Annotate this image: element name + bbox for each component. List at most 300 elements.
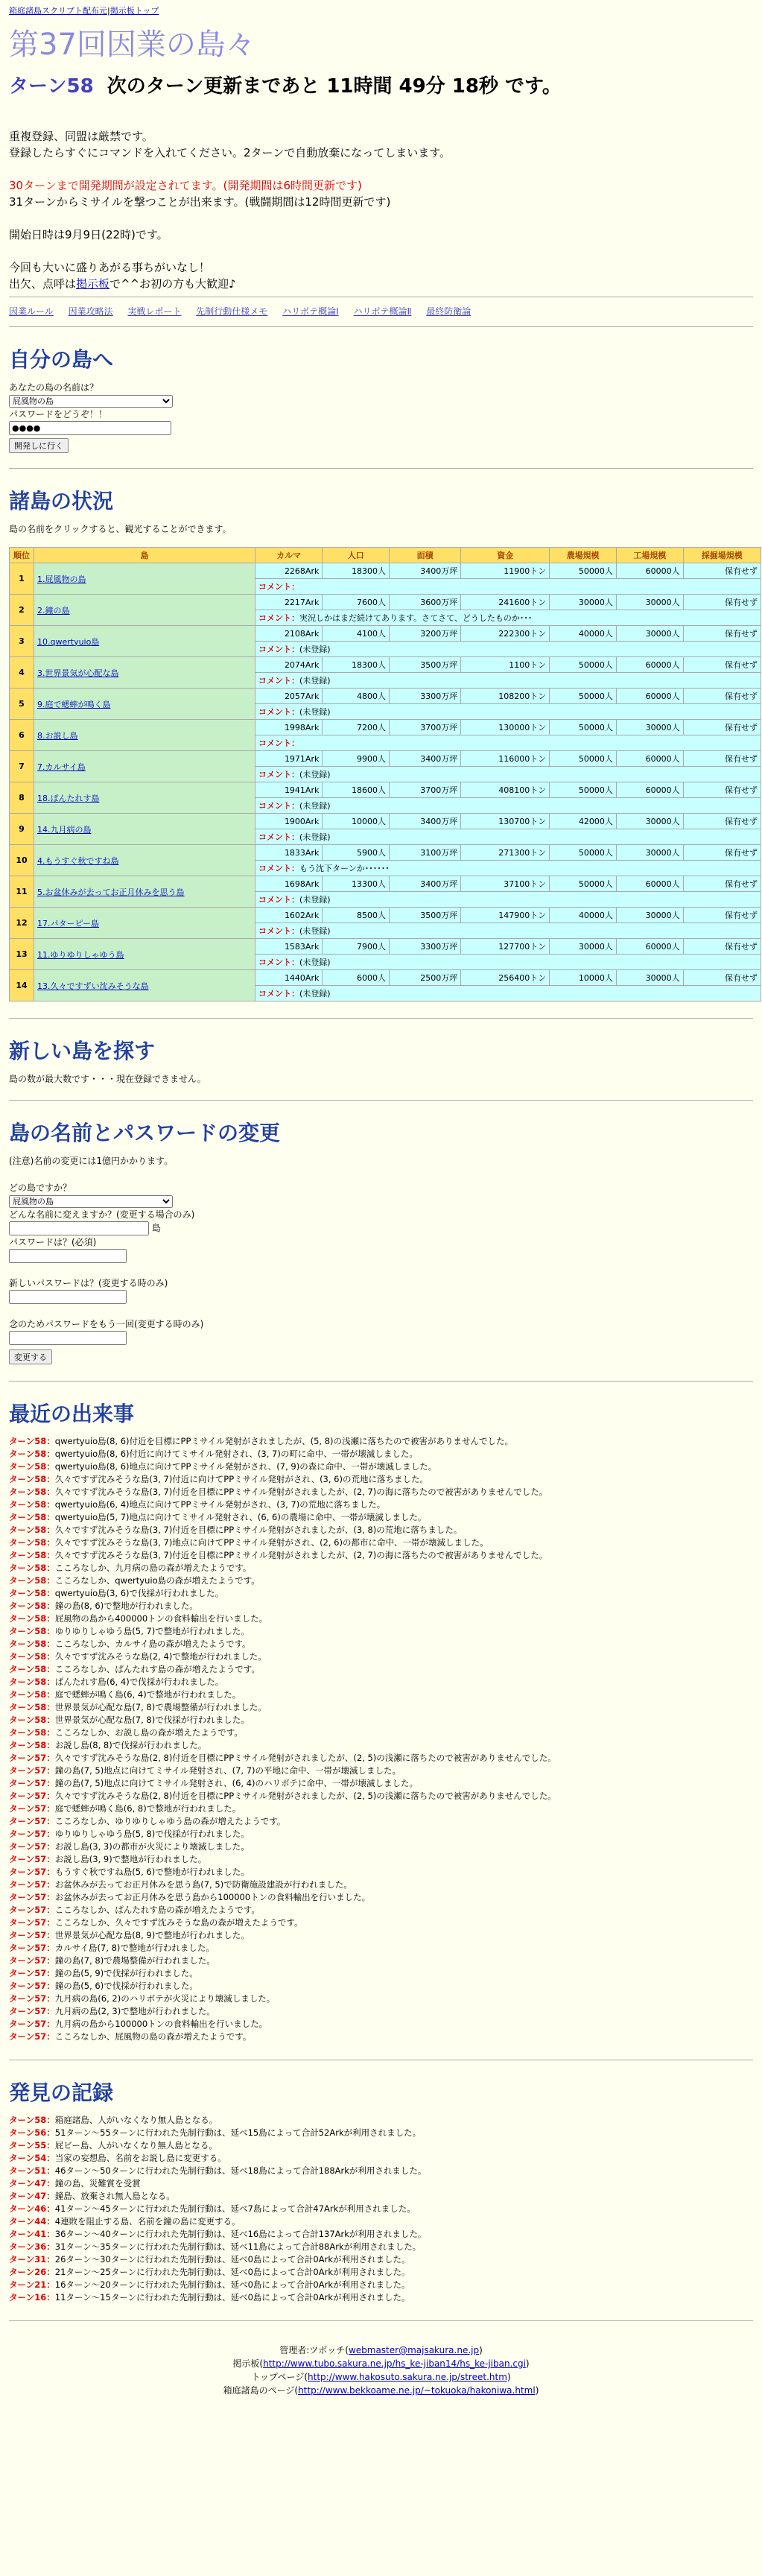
warning-line: 31ターンからミサイルを撃つことが出来ます。(戦闘期間は12時間更新です) <box>9 195 391 209</box>
population-cell: 7200人 <box>323 720 390 735</box>
comment-text: (未登録) <box>299 801 331 811</box>
money-cell: 408100トン <box>461 782 550 798</box>
island-name-link[interactable]: 2.鐘の島 <box>37 605 70 615</box>
money-cell: 241600トン <box>461 595 550 610</box>
island-name-link[interactable]: 9.庭で蟋蟀が鳴く島 <box>37 699 111 709</box>
money-cell: 256400トン <box>461 970 550 986</box>
area-cell: 3400万坪 <box>390 563 461 579</box>
mine-cell: 保有せず <box>683 782 761 798</box>
event-line: ターン58：ぱんたれす島(6, 4)で伐採が行われました。 <box>9 1677 224 1687</box>
comment-label: コメント： <box>258 582 299 592</box>
change-question-name: どんな名前に変えますか？(変更する場合のみ) <box>9 1209 195 1220</box>
event-line: ターン57：世界景気が心配な島(8, 9)で整地が行われました。 <box>9 1930 250 1940</box>
farm-cell: 50000人 <box>550 720 617 735</box>
comment-label: コメント： <box>258 801 299 811</box>
karma-cell: 1698Ark <box>255 876 323 892</box>
change-question-password: パスワードは？(必須) <box>9 1237 97 1247</box>
section-heading-status: 諸島の状況 <box>9 489 114 513</box>
farm-cell: 50000人 <box>550 689 617 704</box>
nav-report[interactable]: 実戦レポート <box>127 306 182 317</box>
bbs-link[interactable]: 掲示板 <box>76 277 110 291</box>
event-line: ターン57：お説し島(3, 3)の都市が火災により壊滅しました。 <box>9 1841 250 1852</box>
karma-cell: 2217Ark <box>255 595 323 610</box>
karma-cell: 1941Ark <box>255 782 323 798</box>
record-line: ターン55：屁ビー島、人がいなくなり無人島となる。 <box>9 2140 218 2151</box>
event-line: ターン57：鐘の島(7, 5)地点に向けてミサイル発射され、(6, 4)のハリボテに命中、一帯が壊滅しました。 <box>9 1778 418 1788</box>
table-row <box>10 563 761 579</box>
population-cell: 18600人 <box>323 782 390 798</box>
rank-cell: 1 <box>10 563 34 595</box>
event-line: ターン57：お盆休みが去ってお正月休みを思う島から100000トンの食料輸出を行いました。 <box>9 1892 371 1902</box>
table-row <box>10 720 761 735</box>
event-line: ターン58：久々ですず沈みそうな島(3, 7)付近を目標にPPミサイル発射がされましたが、(3, 8)の荒地に落ちました。 <box>9 1525 463 1535</box>
record-line: ターン47：鐘の島、災難賞を受賞 <box>9 2178 141 2189</box>
area-cell: 3600万坪 <box>390 595 461 610</box>
rank-cell: 6 <box>10 720 34 751</box>
table-row <box>10 595 761 610</box>
factory-cell: 30000人 <box>616 814 683 829</box>
comment-label: コメント： <box>258 738 299 748</box>
money-cell: 130000トン <box>461 720 550 735</box>
area-cell: 3400万坪 <box>390 876 461 892</box>
comment-text: (未登録) <box>299 989 331 999</box>
farm-cell: 42000人 <box>550 814 617 829</box>
factory-cell: 30000人 <box>616 908 683 923</box>
divider <box>9 468 753 469</box>
change-question-confirm: 念のためパスワードをもう一回(変更する時のみ) <box>9 1319 204 1329</box>
area-cell: 3400万坪 <box>390 814 461 829</box>
event-line: ターン58：こころなしか、ぱんたれす島の森が増えたようです。 <box>9 1664 260 1674</box>
divider <box>9 326 753 327</box>
money-cell: 37100トン <box>461 876 550 892</box>
record-line: ターン51：46ターン〜50ターンに行われた先制行動は、延べ18島によって合計188Arkが利用されました。 <box>9 2165 427 2176</box>
rank-cell: 14 <box>10 970 34 1001</box>
top-label: トップページ <box>251 2372 305 2382</box>
change-form <box>9 1154 753 1364</box>
table-row <box>10 939 761 955</box>
factory-cell: 30000人 <box>616 720 683 735</box>
col-population: 人口 <box>323 548 390 563</box>
event-line: ターン57：久々ですず沈みそうな島(2, 8)付近を目標にPPミサイル発射がされましたが、(2, 5)の浅瀬に落ちたので被害がありませんでした。 <box>9 1791 556 1801</box>
farm-cell: 30000人 <box>550 939 617 955</box>
factory-cell: 30000人 <box>616 970 683 986</box>
section-heading-records: 発見の記録 <box>9 2080 114 2105</box>
money-cell: 271300トン <box>461 845 550 861</box>
start-date: 開始日時は9月9日(22時)です。 <box>9 228 168 241</box>
comment-label: コメント： <box>258 958 299 967</box>
event-line: ターン58：屁風物の島から400000トンの食料輸出を行いました。 <box>9 1613 268 1624</box>
farm-cell: 50000人 <box>550 563 617 579</box>
event-line: ターン58：こころなしか、九月病の島の森が増えたようです。 <box>9 1563 252 1573</box>
mine-cell: 保有せず <box>683 595 761 610</box>
event-line: ターン58：qwertyuio島(8, 6)付近を目標にPPミサイル発射がされましたが、(5, 8)の浅瀬に落ちたので被害がありませんでした。 <box>9 1436 514 1446</box>
event-line: ターン58：久々ですず沈みそうな島(3, 7)付近を目標にPPミサイル発射がされましたが、(2, 7)の海に落ちたので被害がありませんでした。 <box>9 1487 548 1497</box>
money-cell: 116000トン <box>461 751 550 767</box>
event-line: ターン58：鐘の島(8, 6)で整地が行われました。 <box>9 1601 198 1611</box>
bbs-label: 掲示板 <box>232 2358 260 2369</box>
event-line: ターン57：もうすぐ秋ですね島(5, 6)で整地が行われました。 <box>9 1867 250 1877</box>
divider <box>9 1018 753 1019</box>
hako-url-link[interactable]: http://www.bekkoame.ne.jp/~tokuoka/hakoniwa.html <box>298 2385 536 2396</box>
footer: 管理者:ツボッチ(webmaster@majsakura.ne.jp) 掲示板(http://www.tubo.sakura.ne.jp/hs_ke-jiban14/hs_ke-jiban.cgi) トップページ(http://www.hakosuto.sakura.ne.jp/street.htm) 箱庭諸島のページ(http://www.bekkoame.ne.jp/~tokuoka/hakoniwa.html) <box>223 2345 539 2396</box>
turn-number: ターン58 <box>9 75 94 98</box>
karma-cell: 2268Ark <box>255 563 323 579</box>
population-cell: 18300人 <box>323 657 390 673</box>
event-line: ターン58：久々ですず沈みそうな島(3, 7)付近に向けてPPミサイル発射がされ、(3, 6)の荒地に落ちました。 <box>9 1474 428 1484</box>
island-name-link[interactable]: 13.久々ですずい沈みそうな島 <box>37 981 149 991</box>
population-cell: 10000人 <box>323 814 390 829</box>
develop-button[interactable]: 開発しに行く <box>9 438 69 453</box>
comment-label: コメント： <box>258 676 299 686</box>
status-description: 島の名前をクリックすると、観光することができます。 <box>9 524 232 534</box>
population-cell: 18300人 <box>323 563 390 579</box>
nav-defense[interactable]: 最終防衛論 <box>426 306 472 317</box>
table-row <box>10 876 761 892</box>
comment-text: (未登録) <box>299 832 331 842</box>
karma-cell: 1602Ark <box>255 908 323 923</box>
table-row <box>10 657 761 673</box>
nav-preemptive-memo[interactable]: 先制行動仕様メモ <box>196 306 268 317</box>
island-name-link[interactable]: 3.世界景気が心配な島 <box>37 668 119 678</box>
col-area: 面積 <box>390 548 461 563</box>
event-line: ターン57：九月病の島から100000トンの食料輸出を行いました。 <box>9 2019 268 2029</box>
island-name-link[interactable]: 10.qwertyuio島 <box>37 636 100 647</box>
event-line: ターン57：こころなしか、屁風物の島の森が増えたようです。 <box>9 2031 252 2042</box>
comment-text: (未登録) <box>299 958 331 967</box>
factory-cell: 60000人 <box>616 751 683 767</box>
mine-cell: 保有せず <box>683 563 761 579</box>
col-farm: 農場規模 <box>550 548 617 563</box>
mine-cell: 保有せず <box>683 626 761 642</box>
top-url-link[interactable]: http://www.hakosuto.sakura.ne.jp/street.htm <box>308 2372 507 2382</box>
farm-cell: 30000人 <box>550 595 617 610</box>
mine-cell: 保有せず <box>683 908 761 923</box>
comment-text: (未登録) <box>299 645 331 654</box>
island-name-link[interactable]: 18.ぱんたれす島 <box>37 793 100 803</box>
rank-cell: 7 <box>10 751 34 782</box>
col-factory: 工場規模 <box>616 548 683 563</box>
table-row <box>10 751 761 767</box>
event-line: ターン57：鐘の島(7, 5)地点に向けてミサイル発射され、(7, 7)の平地に命中、一帯が壊滅しました。 <box>9 1765 401 1776</box>
section-heading-new-island: 新しい島を探す <box>9 1039 156 1063</box>
comment-text: (未登録) <box>299 770 331 779</box>
event-line: ターン57：鐘の島(5, 6)で伐採が行われました。 <box>9 1981 198 1991</box>
factory-cell: 30000人 <box>616 626 683 642</box>
karma-cell: 1833Ark <box>255 845 323 861</box>
area-cell: 3400万坪 <box>390 751 461 767</box>
event-line: ターン57：ゆりゆりしゃゆう島(5, 8)で伐採が行われました。 <box>9 1829 250 1839</box>
population-cell: 7900人 <box>323 939 390 955</box>
event-line: ターン57：こころなしか、久々ですず沈みそうな島の森が増えたようです。 <box>9 1917 303 1928</box>
farm-cell: 50000人 <box>550 845 617 861</box>
factory-cell: 60000人 <box>616 563 683 579</box>
record-line: ターン58：箱庭諸島、人がいなくなり無人島となる。 <box>9 2115 218 2125</box>
nav-strategy[interactable]: 因業攻略法 <box>68 306 113 317</box>
record-line: ターン21：16ターン〜20ターンに行われた先制行動は、延べ0島によって合計0Arkが利用されました。 <box>9 2279 410 2290</box>
records-log <box>9 2114 753 2304</box>
island-name-link[interactable]: 5.お盆休みが去ってお正月休みを思う島 <box>37 887 185 897</box>
top-links: 箱庭諸島スクリプト配布元|掲示板トップ <box>9 6 159 16</box>
event-line: ターン58：お説し島(8, 8)で伐採が行われました。 <box>9 1740 207 1750</box>
event-line: ターン58：庭で蟋蟀が鳴く島(6, 4)で整地が行われました。 <box>9 1689 241 1700</box>
island-name-link[interactable]: 7.カルサイ島 <box>37 762 86 772</box>
comment-text: (未登録) <box>299 926 331 936</box>
table-row <box>10 626 761 642</box>
record-line: ターン47：鐘島、放棄され無人島となる。 <box>9 2191 175 2201</box>
new-password-input[interactable] <box>9 1290 127 1304</box>
money-cell: 108200トン <box>461 689 550 704</box>
comment-text: 実況しかはまだ続けてあります。さてさて、どうしたものか･･･ <box>299 613 533 623</box>
money-cell: 147900トン <box>461 908 550 923</box>
event-line: ターン58：久々ですず沈みそうな島(3, 7)地点に向けてPPミサイル発射がされ、(2, 6)の都市に命中、一帯が壊滅しました。 <box>9 1537 489 1548</box>
turn-update-countdown: 次のターン更新まであと 11時間 49分 18秒 です。 <box>107 75 562 98</box>
area-cell: 3500万坪 <box>390 657 461 673</box>
karma-cell: 2108Ark <box>255 626 323 642</box>
events-log <box>9 1435 753 2043</box>
population-cell: 6000人 <box>323 970 390 986</box>
record-line: ターン41：36ターン〜40ターンに行われた先制行動は、延べ16島によって合計137Arkが利用されました。 <box>9 2229 427 2239</box>
event-line: ターン57：こころなしか、ゆりゆりしゃゆう島の森が増えたようです。 <box>9 1816 286 1826</box>
karma-cell: 1583Ark <box>255 939 323 955</box>
comment-text: もう沈下ターンか･･････ <box>299 864 390 873</box>
new-name-input[interactable] <box>9 1221 149 1235</box>
change-question-new-password: 新しいパスワードは？(変更する時のみ) <box>9 1278 168 1288</box>
event-line: ターン58：ゆりゆりしゃゆう島(5, 7)で整地が行われました。 <box>9 1626 250 1636</box>
rank-cell: 9 <box>10 814 34 845</box>
change-question-island: どの島ですか？ <box>9 1183 72 1193</box>
nav-haribote-2[interactable]: ハリボテ概論Ⅱ <box>353 306 412 317</box>
table-row <box>10 814 761 829</box>
comment-text: (未登録) <box>299 895 331 905</box>
rank-cell: 10 <box>10 845 34 876</box>
admin-mail-link[interactable]: webmaster@majsakura.ne.jp <box>348 2345 480 2355</box>
new-island-text: 島の数が最大数です・・・現在登録できません。 <box>9 1074 206 1084</box>
warning-line: 30ターンまで開発期間が設定されてます。(開発期間は6時間更新です) <box>9 179 362 192</box>
confirm-password-input[interactable] <box>9 1331 127 1345</box>
farm-cell: 40000人 <box>550 908 617 923</box>
karma-cell: 2057Ark <box>255 689 323 704</box>
record-line: ターン46：41ターン〜45ターンに行われた先制行動は、延べ7島によって合計47Arkが利用されました。 <box>9 2203 416 2214</box>
island-select[interactable] <box>9 395 173 408</box>
change-note: (注意)名前の変更には1億円かかります。 <box>9 1156 174 1166</box>
population-cell: 8500人 <box>323 908 390 923</box>
karma-cell: 2074Ark <box>255 657 323 673</box>
farm-cell: 50000人 <box>550 782 617 798</box>
record-line: ターン16：11ターン〜15ターンに行われた先制行動は、延べ0島によって合計0Arkが利用されました。 <box>9 2292 410 2303</box>
welcome-line: 出欠、点呼は掲示板で^^お初の方も大歓迎♪ <box>9 277 236 291</box>
rule-line: 登録したらすぐにコマンドを入れてください。2ターンで自動放棄になってしまいます。 <box>9 146 451 159</box>
event-line: ターン58：qwertyuio島(8, 6)地点に向けてPPミサイル発射がされ、(7, 9)の森に命中、一帯が壊滅しました。 <box>9 1461 437 1472</box>
current-password-input[interactable] <box>9 1249 127 1263</box>
event-line: ターン57：九月病の島(2, 3)で整地が行われました。 <box>9 2006 215 2016</box>
nav-rules[interactable]: 因業ルール <box>9 306 54 317</box>
island-name-link[interactable]: 8.お説し島 <box>37 730 78 741</box>
population-cell: 9900人 <box>323 751 390 767</box>
factory-cell: 60000人 <box>616 689 683 704</box>
col-mine: 採掘場規模 <box>683 548 761 563</box>
area-cell: 3500万坪 <box>390 908 461 923</box>
island-rows <box>10 563 761 1001</box>
island-name-link[interactable]: 4.もうすぐ秋ですね島 <box>37 855 119 866</box>
record-line: ターン31：26ターン〜30ターンに行われた先制行動は、延べ0島によって合計0Arkが利用されました。 <box>9 2254 410 2265</box>
col-karma: カルマ <box>255 548 323 563</box>
comment-text: (未登録) <box>299 707 331 717</box>
farm-cell: 40000人 <box>550 626 617 642</box>
section-heading-change: 島の名前とパスワードの変更 <box>9 1121 281 1145</box>
island-question: あなたの島の名前は？ <box>9 382 99 393</box>
event-line: ターン57：鐘の島(5, 9)で伐採が行われました。 <box>9 1968 198 1978</box>
col-island: 島 <box>34 548 255 563</box>
comment-text: (未登録) <box>299 676 331 686</box>
divider <box>9 1381 753 1382</box>
section-heading-my-island: 自分の島へ <box>9 347 114 372</box>
factory-cell: 60000人 <box>616 939 683 955</box>
karma-cell: 1971Ark <box>255 751 323 767</box>
comment-label: コメント： <box>258 864 299 873</box>
rank-cell: 13 <box>10 939 34 970</box>
farm-cell: 50000人 <box>550 876 617 892</box>
money-cell: 130700トン <box>461 814 550 829</box>
rank-cell: 8 <box>10 782 34 814</box>
rank-cell: 3 <box>10 626 34 657</box>
event-line: ターン58：こころなしか、お説し島の森が増えたようです。 <box>9 1727 243 1738</box>
event-line: ターン58：こころなしか、カルサイ島の森が増えたようです。 <box>9 1639 251 1649</box>
factory-cell: 60000人 <box>616 876 683 892</box>
col-rank: 順位 <box>10 548 34 563</box>
link-script-source[interactable]: 箱庭諸島スクリプト配布元 <box>9 6 107 16</box>
area-cell: 2500万坪 <box>390 970 461 986</box>
comment-label: コメント： <box>258 895 299 905</box>
divider <box>9 1100 753 1101</box>
factory-cell: 30000人 <box>616 845 683 861</box>
event-line: ターン58：世界景気が心配な島(7, 8)で農場整備が行われました。 <box>9 1702 267 1712</box>
col-money: 資金 <box>461 548 550 563</box>
mine-cell: 保有せず <box>683 751 761 767</box>
island-name-link[interactable]: 1.屁風物の島 <box>37 574 86 584</box>
farm-cell: 50000人 <box>550 657 617 673</box>
table-row <box>10 908 761 923</box>
table-header-row <box>10 548 761 563</box>
area-cell: 3700万坪 <box>390 720 461 735</box>
section-heading-events: 最近の出来事 <box>9 1402 135 1426</box>
record-line: ターン36：31ターン〜35ターンに行われた先制行動は、延べ11島によって合計88Arkが利用されました。 <box>9 2241 422 2252</box>
my-island-form <box>9 381 753 453</box>
mine-cell: 保有せず <box>683 657 761 673</box>
farm-cell: 10000人 <box>550 970 617 986</box>
islands-table <box>9 547 761 1001</box>
area-cell: 3700万坪 <box>390 782 461 798</box>
factory-cell: 30000人 <box>616 595 683 610</box>
population-cell: 4100人 <box>323 626 390 642</box>
event-line: ターン57：鐘の島(7, 8)で農場整備が行われました。 <box>9 1955 215 1966</box>
population-cell: 7600人 <box>323 595 390 610</box>
area-cell: 3100万坪 <box>390 845 461 861</box>
table-row <box>10 845 761 861</box>
record-line: ターン56：51ターン〜55ターンに行われた先制行動は、延べ15島によって合計52Arkが利用されました。 <box>9 2127 422 2138</box>
event-line: ターン58：qwertyuio島(5, 7)地点に向けてミサイル発射され、(6, 6)の農場に命中、一帯が壊滅しました。 <box>9 1512 427 1522</box>
nav-haribote-1[interactable]: ハリボテ概論Ⅰ <box>282 306 339 317</box>
mine-cell: 保有せず <box>683 876 761 892</box>
turn-status <box>9 71 753 98</box>
table-row <box>10 689 761 704</box>
mine-cell: 保有せず <box>683 720 761 735</box>
record-line: ターン44：4連敗を阻止する島、名前を鐘の島に変更する。 <box>9 2216 241 2227</box>
comment-label: コメント： <box>258 707 299 717</box>
hako-label: 箱庭諸島のページ <box>223 2385 295 2396</box>
change-island-select[interactable] <box>9 1195 173 1208</box>
welcome-line: 今回も大いに盛りあがる事ちがいなし！ <box>9 261 211 274</box>
mine-cell: 保有せず <box>683 970 761 986</box>
password-input[interactable] <box>9 421 171 435</box>
bbs-url-link[interactable]: http://www.tubo.sakura.ne.jp/hs_ke-jiban14/hs_ke-jiban.cgi <box>263 2358 526 2369</box>
karma-cell: 1440Ark <box>255 970 323 986</box>
comment-label: コメント： <box>258 989 299 999</box>
event-line: ターン57：こころなしか、ぱんたれす島の森が増えたようです。 <box>9 1905 260 1915</box>
island-suffix: 島 <box>151 1223 161 1233</box>
area-cell: 3300万坪 <box>390 939 461 955</box>
rule-line: 重複登録、同盟は厳禁です。 <box>9 130 153 143</box>
comment-label: コメント： <box>258 645 299 654</box>
rank-cell: 4 <box>10 657 34 689</box>
guide-links <box>9 305 753 317</box>
event-line: ターン57：庭で蟋蟀が鳴く島(6, 8)で整地が行われました。 <box>9 1803 241 1814</box>
event-line: ターン58：久々ですず沈みそうな島(3, 7)付近を目標にPPミサイル発射がされましたが、(2, 7)の海に落ちたので被害がありませんでした。 <box>9 1550 548 1560</box>
divider <box>9 2320 753 2321</box>
event-line: ターン57：久々ですず沈みそうな島(2, 8)付近を目標にPPミサイル発射がされましたが、(2, 5)の浅瀬に落ちたので被害がありませんでした。 <box>9 1753 556 1763</box>
event-line: ターン58：世界景気が心配な島(7, 8)で伐採が行われました。 <box>9 1715 250 1725</box>
money-cell: 222300トン <box>461 626 550 642</box>
population-cell: 4800人 <box>323 689 390 704</box>
password-label: パスワードをどうぞ！！ <box>9 409 108 420</box>
population-cell: 13300人 <box>323 876 390 892</box>
comment-label: コメント： <box>258 926 299 936</box>
link-bbs-top[interactable]: 掲示板トップ <box>109 6 159 16</box>
rank-cell: 5 <box>10 689 34 720</box>
rank-cell: 2 <box>10 595 34 626</box>
table-row <box>10 782 761 798</box>
event-line: ターン57：九月病の島(6, 2)のハリボテが火災により壊滅しました。 <box>9 1993 276 2004</box>
change-button[interactable]: 変更する <box>9 1349 52 1364</box>
event-line: ターン57：お説し島(3, 9)で整地が行われました。 <box>9 1854 207 1864</box>
factory-cell: 60000人 <box>616 782 683 798</box>
karma-cell: 1998Ark <box>255 720 323 735</box>
rank-cell: 11 <box>10 876 34 908</box>
comment-label: コメント： <box>258 613 299 623</box>
event-line: ターン57：カルサイ島(7, 8)で整地が行われました。 <box>9 1943 215 1953</box>
record-line: ターン26：21ターン〜25ターンに行われた先制行動は、延べ0島によって合計0Arkが利用されました。 <box>9 2267 410 2277</box>
karma-cell: 1900Ark <box>255 814 323 829</box>
money-cell: 127700トン <box>461 939 550 955</box>
event-line: ターン58：こころなしか、qwertyuio島の森が増えたようです。 <box>9 1575 260 1586</box>
rules-block <box>9 128 753 292</box>
island-name-link[interactable]: 17.パターピー島 <box>37 918 100 928</box>
page-title: 第37回因業の島々 <box>9 28 255 62</box>
event-line: ターン58：久々ですず沈みそうな島(2, 4)で整地が行われました。 <box>9 1651 267 1662</box>
money-cell: 11900トン <box>461 563 550 579</box>
mine-cell: 保有せず <box>683 939 761 955</box>
event-line: ターン58：qwertyuio島(3, 6)で伐採が行われました。 <box>9 1588 224 1598</box>
population-cell: 5900人 <box>323 845 390 861</box>
mine-cell: 保有せず <box>683 689 761 704</box>
island-name-link[interactable]: 11.ゆりゆりしゃゆう島 <box>37 949 124 960</box>
event-line: ターン58：qwertyuio島(6, 4)地点に向けてPPミサイル発射がされ、(3, 7)の荒地に落ちました。 <box>9 1499 386 1510</box>
area-cell: 3300万坪 <box>390 689 461 704</box>
comment-label: コメント： <box>258 770 299 779</box>
table-row <box>10 970 761 986</box>
admin-label: 管理者:ツボッチ <box>279 2345 346 2355</box>
island-name-link[interactable]: 14.九月病の島 <box>37 824 92 835</box>
farm-cell: 50000人 <box>550 751 617 767</box>
